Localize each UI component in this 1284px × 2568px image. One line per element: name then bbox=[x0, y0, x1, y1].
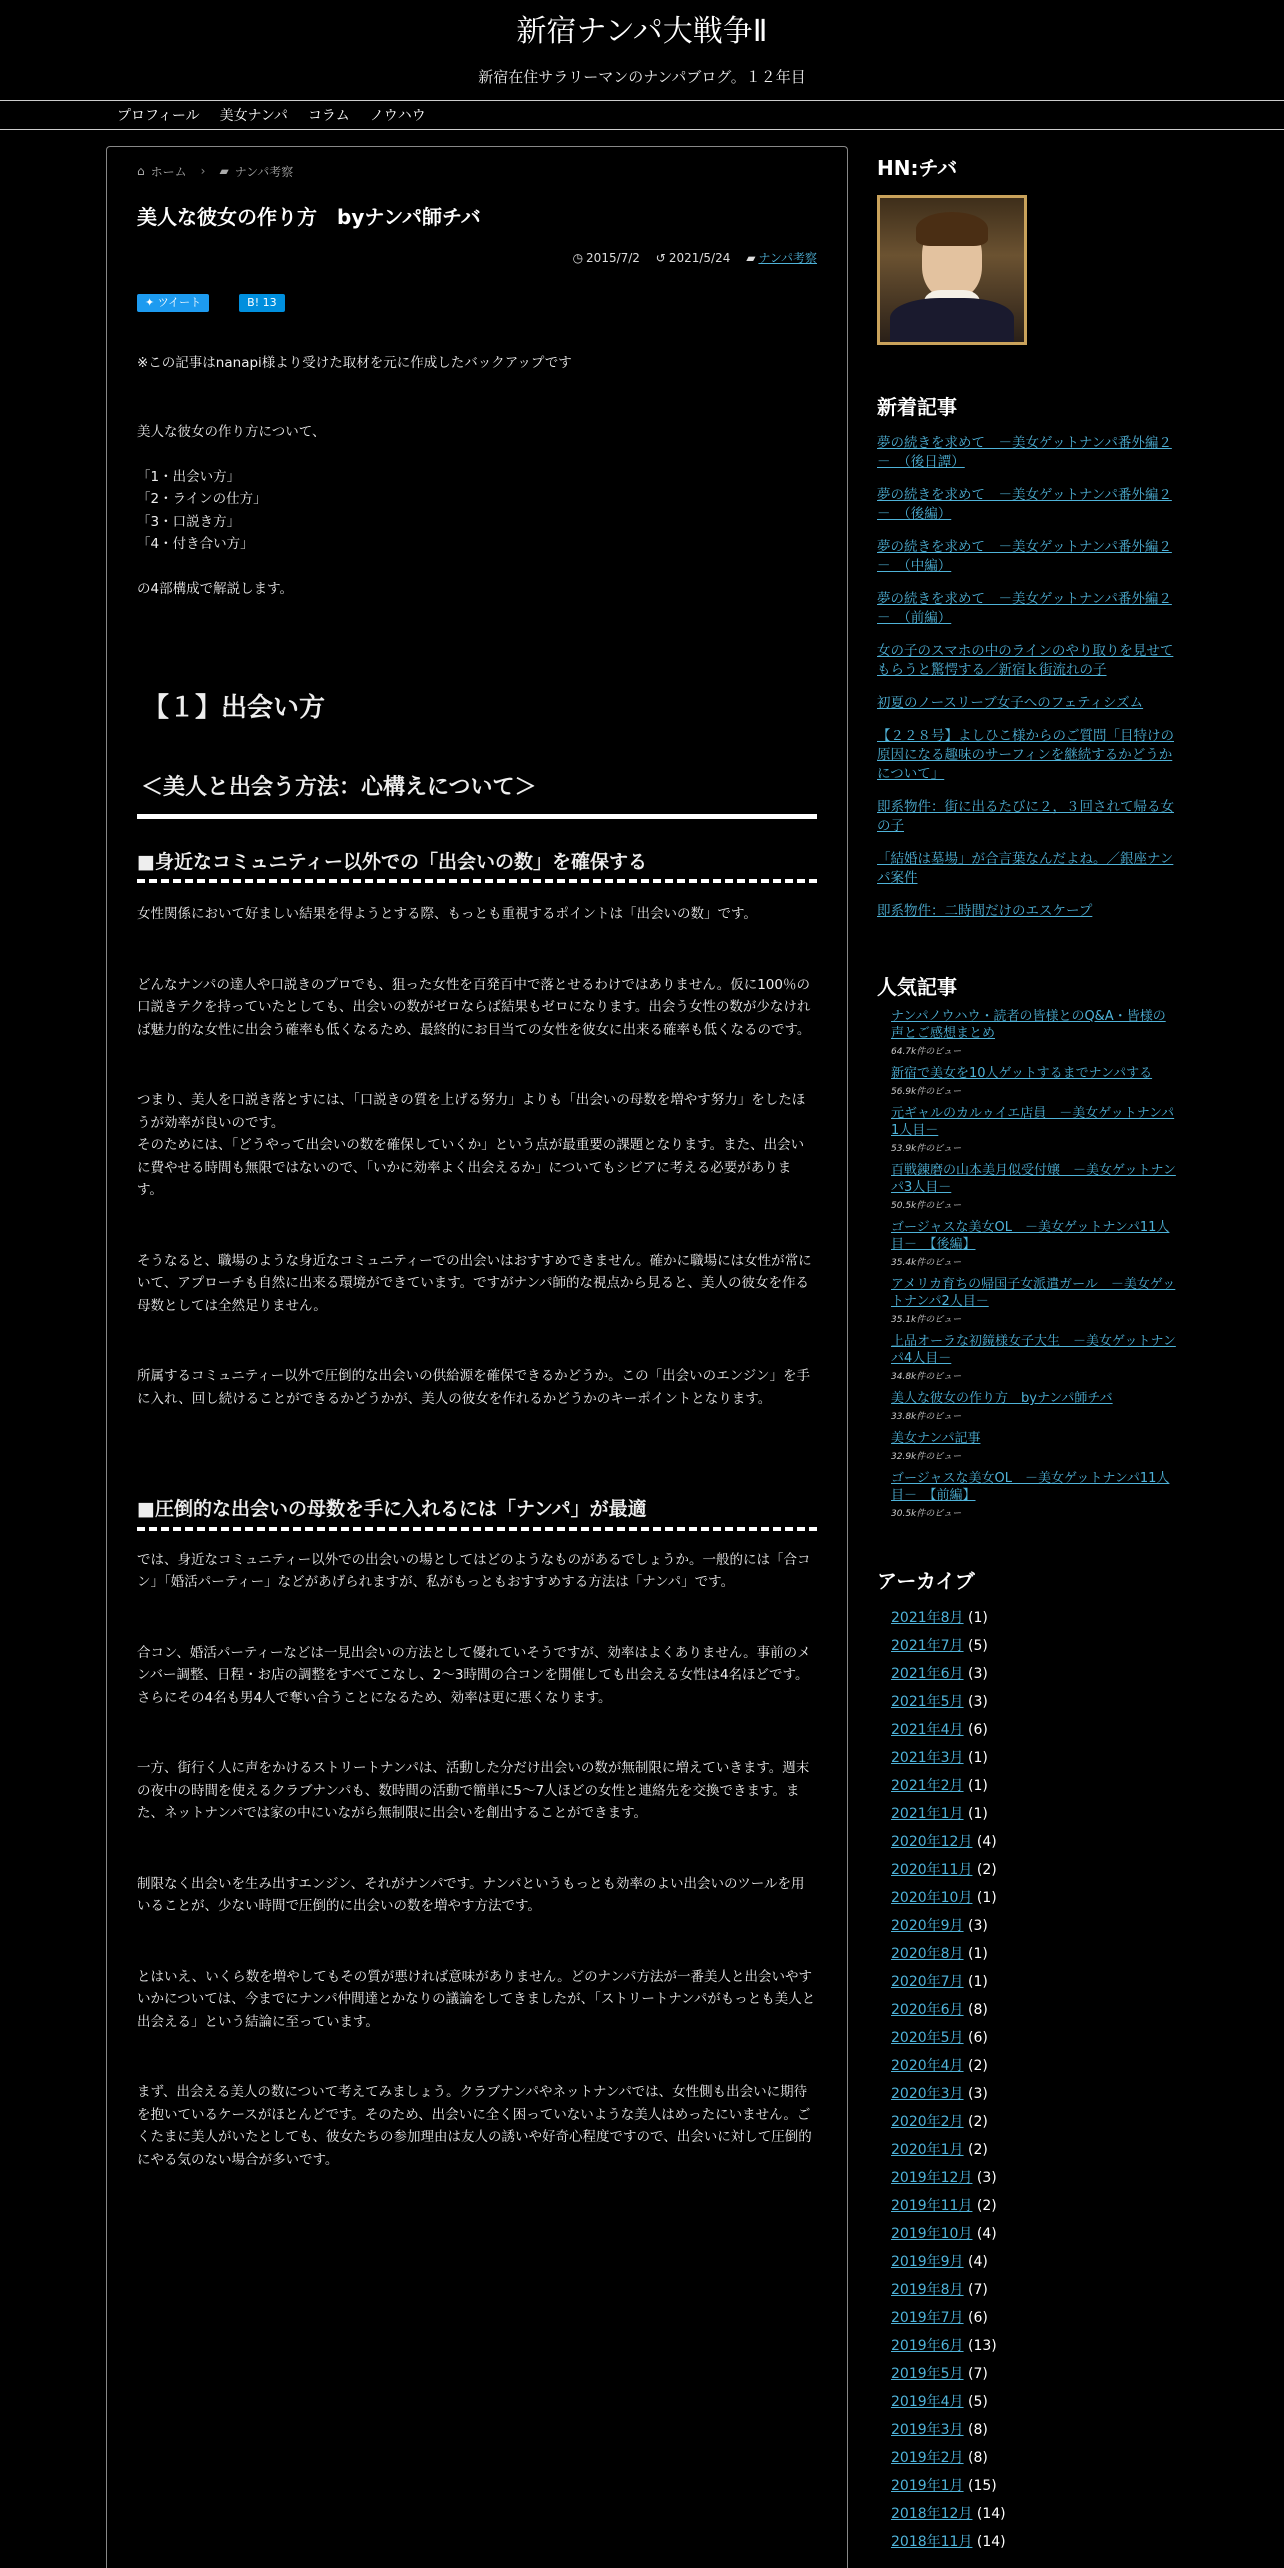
popular-post-item bbox=[891, 1430, 1177, 1462]
popular-post-link[interactable]: 美人な彼女の作り方 byナンパ師チバ bbox=[891, 1391, 1113, 1406]
archive-month-link[interactable]: 2021年8月 bbox=[891, 1610, 964, 1626]
paragraph: では、身近なコミュニティー以外での出会いの場としてはどのようなものがあるでしょうか。一般的には「合コン」「婚活パーティー」などがあげられますが、私がもっともおすすめする方法は「ナンパ」です。 bbox=[137, 1551, 811, 1590]
site-header bbox=[0, 0, 1284, 100]
archive-list bbox=[877, 1604, 1177, 2556]
archive-item bbox=[891, 1688, 1177, 1716]
paragraph: どんなナンパの達人や口説きのプロでも、狙った女性を百発百中で落とせるわけではありません。仮に100％の口説きテクを持っていたとしても、出会いの数がゼロならば結果もゼロになります。出会う女性の数が少なければ魅力的な女性に出会う確率も低くなるため、最終的にお目当ての女性を彼女に出来る確率も低くなるのです。 bbox=[137, 976, 811, 1038]
popular-post-link[interactable]: 百戦錬磨の山本美月似受付嬢 －美女ゲットナンパ3人目－ bbox=[891, 1163, 1176, 1195]
archive-month-link[interactable]: 2019年11月 bbox=[891, 2198, 973, 2214]
recent-post-link[interactable]: 【２２８号】よしひこ様からのご質問「目特けの原因になる趣味のサーフィンを継続するかどうかについて」 bbox=[877, 728, 1174, 782]
avatar bbox=[877, 195, 1027, 345]
intro-line bbox=[137, 556, 817, 579]
archive-item bbox=[891, 2444, 1177, 2472]
archive-count: (14) bbox=[972, 2506, 1006, 2522]
updated-date: 2021/5/24 bbox=[668, 251, 731, 265]
archive-count: (4) bbox=[972, 1834, 997, 1850]
intro-line: 「3・口説き方」 bbox=[137, 513, 241, 530]
archive-item bbox=[891, 2276, 1177, 2304]
popular-post-views: 30.5k件のビュー bbox=[891, 1509, 962, 1519]
popular-post-views: 32.9k件のビュー bbox=[891, 1452, 962, 1462]
popular-post-item bbox=[891, 1008, 1177, 1057]
post-title: 美人な彼女の作り方 byナンパ師チバ bbox=[137, 205, 481, 229]
archive-count: (3) bbox=[963, 2086, 988, 2102]
popular-post-views: 34.8k件のビュー bbox=[891, 1372, 962, 1382]
archive-count: (1) bbox=[963, 1750, 988, 1766]
sidebar bbox=[877, 146, 1177, 2556]
archive-month-link[interactable]: 2021年6月 bbox=[891, 1666, 964, 1682]
popular-post-link[interactable]: 美女ナンパ記事 bbox=[891, 1431, 981, 1446]
archive-count: (1) bbox=[963, 1610, 988, 1626]
archive-item bbox=[891, 2360, 1177, 2388]
recent-posts-list bbox=[877, 434, 1177, 921]
recent-post-link[interactable]: 初夏のノースリーブ女子へのフェティシズム bbox=[877, 695, 1144, 711]
recent-posts-title: 新着記事 bbox=[877, 395, 957, 419]
popular-post-views: 33.8k件のビュー bbox=[891, 1412, 962, 1422]
site-description: 新宿在住サラリーマンのナンパブログ。１２年目 bbox=[478, 68, 806, 86]
archive-item bbox=[891, 1660, 1177, 1688]
popular-post-views: 35.1k件のビュー bbox=[891, 1315, 962, 1325]
archive-item bbox=[891, 2304, 1177, 2332]
archive-count: (1) bbox=[963, 1806, 988, 1822]
popular-posts-title: 人気記事 bbox=[877, 975, 957, 999]
archive-count: (8) bbox=[963, 2002, 988, 2018]
archive-count: (3) bbox=[963, 1666, 988, 1682]
intro-line: 「4・付き合い方」 bbox=[137, 536, 254, 552]
popular-posts-list bbox=[877, 1008, 1177, 1519]
paragraph: 所属するコミュニティー以外で圧倒的な出会いの供給源を確保できるかどうか。この「出会いのエンジン」を手に入れ、回し続けることができるかどうかが、美人の彼女を作れるかどうかのキーポイントとなります。 bbox=[137, 1368, 810, 1407]
archive-item bbox=[891, 1744, 1177, 1772]
archive-count: (6) bbox=[963, 2030, 988, 2046]
archive-item bbox=[891, 1856, 1177, 1884]
topic-heading-1: ■身近なコミュニティー以外での「出会いの数」を確保する bbox=[137, 851, 817, 884]
intro-note: ※この記事はnanapi様より受けた取材を元に作成したバックアップです bbox=[137, 355, 572, 371]
site-title[interactable]: 新宿ナンパ大戦争Ⅱ bbox=[516, 14, 768, 49]
archive-item bbox=[891, 1772, 1177, 1800]
archive-count: (13) bbox=[963, 2338, 997, 2354]
archive-item bbox=[891, 2192, 1177, 2220]
archive-item bbox=[891, 1968, 1177, 1996]
archive-month-link[interactable]: 2019年12月 bbox=[891, 2170, 973, 2186]
popular-post-item bbox=[891, 1105, 1177, 1154]
archive-count: (2) bbox=[972, 2198, 997, 2214]
archive-month-link[interactable]: 2021年5月 bbox=[891, 1694, 964, 1710]
breadcrumb-home[interactable]: ホーム bbox=[150, 164, 187, 179]
archive-count: (1) bbox=[963, 1974, 988, 1990]
recent-post-link[interactable]: 夢の続きを求めて －美女ゲットナンパ番外編２－ （後日譚） bbox=[877, 435, 1172, 470]
archive-item bbox=[891, 1604, 1177, 1632]
archive-month-link[interactable]: 2020年12月 bbox=[891, 1834, 973, 1850]
archive-month-link[interactable]: 2019年2月 bbox=[891, 2450, 964, 2466]
share-buttons bbox=[137, 294, 817, 312]
archive-item bbox=[891, 1884, 1177, 1912]
recent-post-link[interactable]: 夢の続きを求めて －美女ゲットナンパ番外編２－ （前編） bbox=[877, 591, 1172, 626]
intro-line: の4部構成で解説します。 bbox=[137, 581, 294, 597]
avatar-hair bbox=[916, 212, 988, 246]
tweet-label: ツイート bbox=[157, 296, 202, 309]
archive-month-link[interactable]: 2019年4月 bbox=[891, 2394, 964, 2410]
article bbox=[106, 146, 848, 2568]
nav-item-bijo-nanpa[interactable]: 美女ナンパ bbox=[219, 108, 288, 124]
popular-post-views: 50.5k件のビュー bbox=[891, 1201, 962, 1211]
archive-month-link[interactable]: 2020年5月 bbox=[891, 2030, 964, 2046]
archive-month-link[interactable]: 2019年9月 bbox=[891, 2254, 964, 2270]
topic-heading-2: ■圧倒的な出会いの母数を手に入れるには「ナンパ」が最適 bbox=[137, 1498, 817, 1531]
intro-line bbox=[137, 443, 817, 466]
popular-post-link[interactable]: ゴージャスな美女OL －美女ゲットナンパ11人目－ 【前編】 bbox=[891, 1471, 1170, 1503]
intro-line: 美人な彼女の作り方について、 bbox=[137, 423, 326, 440]
archive-count: (3) bbox=[972, 2170, 997, 2186]
tweet-button[interactable] bbox=[137, 294, 209, 312]
nav-item-profile[interactable]: プロフィール bbox=[117, 108, 200, 124]
archive-count: (1) bbox=[963, 1778, 988, 1794]
archive-count: (6) bbox=[963, 2310, 988, 2326]
archive-item bbox=[891, 1632, 1177, 1660]
nav-item-knowhow[interactable]: ノウハウ bbox=[369, 108, 426, 124]
archive-item bbox=[891, 2024, 1177, 2052]
popular-post-item bbox=[891, 1333, 1177, 1382]
archive-item bbox=[891, 1828, 1177, 1856]
archive-count: (4) bbox=[963, 2254, 988, 2270]
archive-month-link[interactable]: 2021年4月 bbox=[891, 1722, 964, 1738]
article-body bbox=[137, 352, 817, 2171]
topic-2-paragraphs bbox=[137, 1549, 817, 2172]
archive-count: (1) bbox=[963, 1946, 988, 1962]
popular-post-item bbox=[891, 1162, 1177, 1211]
archive-item bbox=[891, 2472, 1177, 2500]
archive-month-link[interactable]: 2018年11月 bbox=[891, 2534, 973, 2550]
archive-item bbox=[891, 2220, 1177, 2248]
archive-count: (5) bbox=[963, 2394, 988, 2410]
archive-item bbox=[891, 2388, 1177, 2416]
archive-item bbox=[891, 2416, 1177, 2444]
archive-item bbox=[891, 1996, 1177, 2024]
popular-post-views: 56.9k件のビュー bbox=[891, 1087, 962, 1097]
archive-count: (2) bbox=[963, 2114, 988, 2130]
archive-count: (8) bbox=[963, 2450, 988, 2466]
archive-count: (2) bbox=[972, 1862, 997, 1878]
intro-line: 「1・出会い方」 bbox=[137, 468, 241, 485]
archive-count: (14) bbox=[972, 2534, 1006, 2550]
nav-item-column[interactable]: コラム bbox=[307, 108, 350, 124]
intro-outline bbox=[137, 421, 817, 601]
archive-item bbox=[891, 2136, 1177, 2164]
recent-post-link[interactable]: 夢の続きを求めて －美女ゲットナンパ番外編２－ （中編） bbox=[877, 539, 1172, 574]
archive-title: アーカイブ bbox=[877, 1569, 975, 1593]
archive-month-link[interactable]: 2020年10月 bbox=[891, 1890, 973, 1906]
paragraph: 制限なく出会いを生み出すエンジン、それがナンパです。ナンパというもっとも効率のよい出会いのツールを用いることが、少ない時間で圧倒的に出会いの数を増やす方法です。 bbox=[137, 1875, 805, 1914]
archive-item bbox=[891, 2164, 1177, 2192]
home-icon: ⌂ bbox=[137, 164, 145, 178]
paragraph: 一方、街行く人に声をかけるストリートナンパは、活動した分だけ出会いの数が無制限に増えていきます。週末の夜中の時間を使えるクラブナンパも、数時間の活動で簡単に5～7人ほどの女性と連絡先を交換できます。また、ネットナンパでは家の中にいながら無制限に出会いを創出することができます。 bbox=[137, 1760, 810, 1821]
folder-icon: ▰ bbox=[746, 251, 756, 265]
archive-count: (8) bbox=[963, 2422, 988, 2438]
paragraph: まず、出会える美人の数について考えてみましょう。クラブナンパやネットナンパでは、女性側も出会いに期待を抱いているケースがほとんどです。そのため、出会いに全く困っていないような美人はめったにいません。ごくたまに美人がいたとしても、彼女たちの参加理由は友人の誘いや好奇心程度ですので、出会いに対して圧倒的にやる気のない場合が多いです。 bbox=[137, 2084, 812, 2168]
paragraph: 女性関係において好ましい結果を得ようとする際、もっとも重視するポイントは「出会いの数」です。 bbox=[137, 906, 757, 922]
recent-post-link[interactable]: 女の子のスマホの中のラインのやり取りを見せてもらうと驚愕する／新宿ｋ街流れの子 bbox=[877, 643, 1174, 678]
post-meta bbox=[137, 249, 817, 266]
archive-count: (3) bbox=[963, 1918, 988, 1934]
archive-item bbox=[891, 2052, 1177, 2080]
paragraph: つまり、美人を口説き落とすには、「口説きの質を上げる努力」よりも「出会いの母数を増やす努力」をしたほうが効率が良いのです。 そのためには、「どうやって出会いの数を確保していくか」という点が最重要の課題となります。また、出会いに費やせる時間も無限ではないので、「いかに効率よく出会えるか」についてもシビアに考える必要があります。 bbox=[137, 1092, 806, 1198]
avatar-coat bbox=[890, 298, 1014, 345]
archive-month-link[interactable]: 2020年3月 bbox=[891, 2086, 964, 2102]
archive-month-link[interactable]: 2021年7月 bbox=[891, 1638, 964, 1654]
archive-month-link[interactable]: 2021年1月 bbox=[891, 1806, 964, 1822]
popular-post-link[interactable]: 上品オーラな初鏡様女子大生 －美女ゲットナンパ4人目－ bbox=[891, 1334, 1176, 1366]
archive-count: (4) bbox=[972, 2226, 997, 2242]
archive-count: (2) bbox=[963, 2142, 988, 2158]
twitter-icon: ✦ bbox=[145, 296, 158, 309]
popular-post-link[interactable]: アメリカ育ちの帰国子女派遣ガール －美女ゲットナンパ2人目－ bbox=[891, 1277, 1176, 1309]
published-date: 2015/7/2 bbox=[586, 251, 640, 265]
archive-month-link[interactable]: 2020年9月 bbox=[891, 1918, 964, 1934]
archive-item bbox=[891, 2332, 1177, 2360]
subsection-heading: ＜美人と出会う方法：心構えについて＞ bbox=[137, 777, 817, 819]
paragraph: そうなると、職場のような身近なコミュニティーでの出会いはおすすめできません。確かに職場には女性が常にいて、アプローチも自然に出来る環境ができています。ですがナンパ師的な視点から見ると、美人の彼女を作る母数としては全然足りません。 bbox=[137, 1252, 812, 1314]
intro-line: 「2・ラインの仕方」 bbox=[137, 491, 267, 507]
archive-item bbox=[891, 1800, 1177, 1828]
hatena-bookmark-button[interactable]: B! 13 bbox=[239, 294, 284, 312]
archive-month-link[interactable]: 2019年10月 bbox=[891, 2226, 973, 2242]
archive-count: (5) bbox=[963, 1638, 988, 1654]
archive-item bbox=[891, 2500, 1177, 2528]
profile-title: HN:チバ bbox=[877, 156, 958, 180]
archive-count: (3) bbox=[963, 1694, 988, 1710]
archive-month-link[interactable]: 2020年8月 bbox=[891, 1946, 964, 1962]
popular-post-link[interactable]: ナンパノウハウ・読者の皆様とのQ&A・皆様の声とご感想まとめ bbox=[891, 1009, 1166, 1041]
history-icon: ↺ bbox=[655, 251, 666, 265]
archive-month-link[interactable]: 2019年3月 bbox=[891, 2422, 964, 2438]
archive-item bbox=[891, 1940, 1177, 1968]
clock-icon: ◷ bbox=[572, 251, 584, 265]
archive-item bbox=[891, 2080, 1177, 2108]
archive-count: (7) bbox=[963, 2366, 988, 2382]
archive-month-link[interactable]: 2020年6月 bbox=[891, 2002, 964, 2018]
popular-post-link[interactable]: ゴージャスな美女OL －美女ゲットナンパ11人目－ 【後編】 bbox=[891, 1220, 1170, 1252]
archive-month-link[interactable]: 2019年7月 bbox=[891, 2310, 964, 2326]
archive-item bbox=[891, 2248, 1177, 2276]
popular-post-item bbox=[891, 1276, 1177, 1325]
archive-month-link[interactable]: 2020年4月 bbox=[891, 2058, 964, 2074]
archive-month-link[interactable]: 2019年5月 bbox=[891, 2366, 964, 2382]
popular-post-views: 35.4k件のビュー bbox=[891, 1258, 962, 1268]
archive-count: (1) bbox=[972, 1890, 997, 1906]
popular-post-item bbox=[891, 1470, 1177, 1519]
recent-post-link[interactable]: 即系物件：街に出るたびに２，３回されて帰る女の子 bbox=[877, 799, 1174, 834]
archive-count: (15) bbox=[963, 2478, 997, 2494]
recent-post-link[interactable]: 即系物件：二時間だけのエスケープ bbox=[877, 903, 1093, 919]
archive-item bbox=[891, 1716, 1177, 1744]
archive-count: (7) bbox=[963, 2282, 988, 2298]
chevron-right-icon: › bbox=[200, 164, 206, 178]
archive-month-link[interactable]: 2019年1月 bbox=[891, 2478, 964, 2494]
paragraph: 合コン、婚活パーティーなどは一見出会いの方法として優れていそうですが、効率はよくありません。事前のメンバー調整、日程・お店の調整をすべてこなし、2～3時間の合コンを開催しても出会える女性は4名ほどです。さらにその4名も男4人で奪い合うことになるため、効率は更に悪くなります。 bbox=[137, 1644, 811, 1706]
section-heading: 【１】出会い方 bbox=[143, 692, 326, 723]
archive-month-link[interactable]: 2021年3月 bbox=[891, 1750, 964, 1766]
popular-post-views: 53.9k件のビュー bbox=[891, 1144, 962, 1154]
archive-month-link[interactable]: 2020年7月 bbox=[891, 1974, 964, 1990]
popular-post-item bbox=[891, 1390, 1177, 1422]
popular-post-item bbox=[891, 1219, 1177, 1268]
post-category-link[interactable]: ナンパ考察 bbox=[758, 251, 817, 265]
archive-month-link[interactable]: 2020年11月 bbox=[891, 1862, 973, 1878]
main-nav bbox=[0, 100, 1284, 130]
archive-month-link[interactable]: 2018年12月 bbox=[891, 2506, 973, 2522]
popular-post-link[interactable]: 元ギャルのカルゥイエ店員 －美女ゲットナンパ1人目－ bbox=[891, 1106, 1175, 1138]
archive-count: (6) bbox=[963, 1722, 988, 1738]
archive-month-link[interactable]: 2020年2月 bbox=[891, 2114, 964, 2130]
archive-month-link[interactable]: 2021年2月 bbox=[891, 1778, 964, 1794]
recent-post-link[interactable]: 夢の続きを求めて －美女ゲットナンパ番外編２－ （後編） bbox=[877, 487, 1172, 522]
archive-item bbox=[891, 2528, 1177, 2556]
topic-1-paragraphs bbox=[137, 903, 817, 1410]
breadcrumb-category[interactable]: ナンパ考察 bbox=[234, 164, 294, 179]
popular-post-item bbox=[891, 1065, 1177, 1097]
archive-month-link[interactable]: 2019年8月 bbox=[891, 2282, 964, 2298]
folder-icon: ▰ bbox=[219, 164, 229, 178]
archive-item bbox=[891, 2108, 1177, 2136]
popular-post-link[interactable]: 新宿で美女を10人ゲットするまでナンパする bbox=[891, 1066, 1153, 1081]
archive-count: (2) bbox=[963, 2058, 988, 2074]
archive-item bbox=[891, 1912, 1177, 1940]
paragraph: とはいえ、いくら数を増やしてもその質が悪ければ意味がありません。どのナンパ方法が一番美人と出会いやすいかについては、今までにナンパ仲間達とかなりの議論をしてきましたが、「ストリートナンパがもっとも美人と出会える」という結論に至っています。 bbox=[137, 1968, 816, 2030]
archive-month-link[interactable]: 2019年6月 bbox=[891, 2338, 964, 2354]
popular-post-views: 64.7k件のビュー bbox=[891, 1047, 962, 1057]
recent-post-link[interactable]: 「結婚は墓場」が合言葉なんだよね。／銀座ナンパ案件 bbox=[877, 851, 1174, 886]
breadcrumb bbox=[137, 163, 817, 179]
archive-month-link[interactable]: 2020年1月 bbox=[891, 2142, 964, 2158]
